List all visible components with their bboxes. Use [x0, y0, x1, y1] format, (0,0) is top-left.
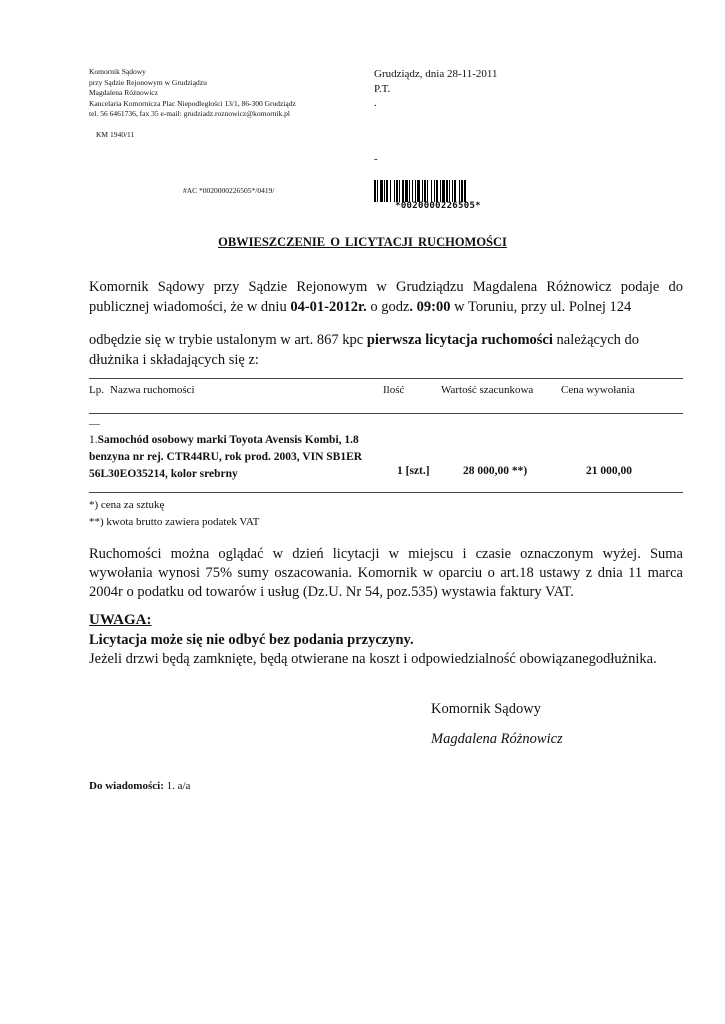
row-number: 1. — [89, 434, 98, 446]
barcode-bar — [464, 180, 466, 202]
barcode-bar — [454, 180, 456, 202]
barcode-bar — [427, 180, 428, 202]
case-reference: KM 1940/11 — [96, 130, 135, 139]
barcode-bar — [399, 180, 400, 202]
intro-paragraph — [89, 277, 683, 317]
barcode-bar — [384, 180, 385, 202]
barcode-bar — [390, 180, 391, 202]
table-rule-top — [89, 378, 683, 379]
item-quantity: 1 [szt.] — [397, 465, 430, 477]
header-qty: Ilość — [383, 384, 405, 396]
barcode-bar — [396, 180, 398, 202]
barcode-bar — [431, 180, 432, 202]
table-row — [89, 432, 389, 483]
barcode-bar — [417, 180, 420, 202]
barcode-bar — [446, 180, 448, 202]
warning-heading: UWAGA: — [89, 612, 152, 628]
barcode-bar — [412, 180, 413, 202]
document-title: OBWIESZCZENIE O LICYTACJI RUCHOMOŚCI — [218, 235, 507, 249]
barcode-bar — [374, 180, 376, 202]
addressee: P.T. — [374, 82, 391, 95]
sender-block — [89, 67, 296, 120]
barcode-bar — [442, 180, 445, 202]
header-name: Nazwa ruchomości — [110, 384, 195, 396]
barcode-bar — [394, 180, 395, 202]
barcode-bar — [452, 180, 453, 202]
barcode-bar — [424, 180, 426, 202]
barcode-bar — [377, 180, 378, 202]
place-date: Grudziądz, dnia 28-11-2011 — [374, 68, 498, 80]
warning-text: Jeżeli drzwi będą zamknięte, będą otwierane na koszt i odpowiedzialność obowiązanegodłużnika. — [89, 651, 657, 667]
intro-text: odbędzie się w trybie ustalonym w art. 867 kpc — [89, 332, 367, 348]
header-lp: Lp. — [89, 384, 104, 396]
header-value: Wartość szacunkowa — [441, 384, 534, 396]
ac-code: #AC *0020000226505*/0419/ — [183, 186, 275, 195]
distribution — [89, 780, 190, 792]
header-price: Cena wywołania — [561, 384, 635, 396]
sender-line: Magdalena Różnowicz — [89, 88, 158, 97]
item-price: 21 000,00 — [586, 465, 632, 477]
barcode-bar — [386, 180, 388, 202]
intro-text: o godz — [366, 299, 410, 315]
viewing-paragraph: Ruchomości można oglądać w dzień licytacji w miejscu i czasie oznaczonym wyżej. Suma wywołania wynosi 75% sumy oszacowania. Komornik w oparciu o art.18 ustawy z dnia 11 marca 2004r o podatku od towarów i usług (Dz.U. Nr 54, poz.535) wystawia faktury VAT. — [89, 546, 683, 600]
barcode-bar — [405, 180, 408, 202]
intro-paragraph-2 — [89, 330, 683, 370]
barcode-bars — [373, 180, 503, 202]
auction-date: 04-01-2012r. — [290, 299, 367, 315]
header-right — [374, 67, 498, 111]
barcode-bar — [459, 180, 460, 202]
barcode-bar — [449, 180, 450, 202]
intro-text: Komornik Sądowy przy Sądzie Rejonowym w Grudziądzu Magdalena Różnowicz podaje do publicznej wiadomości, że w dniu — [89, 279, 683, 315]
dash-mark: - — [374, 153, 378, 165]
item-name: 56L30EO35214, kolor srebrny — [89, 468, 238, 480]
stray-mark: __ — [89, 414, 100, 426]
sender-line: tel. 56 6461736, fax 35 e-mail: grudziadz.roznowicz@komornik.pl — [89, 109, 291, 118]
warning-bold: Licytacja może się nie odbyć bez podania przyczyny. — [89, 632, 414, 648]
barcode-bar — [434, 180, 435, 202]
signature-name: Magdalena Różnowicz — [431, 731, 563, 747]
sender-line: przy Sądzie Rejonowym w Grudziądzu — [89, 77, 207, 87]
barcode-bar — [440, 180, 441, 202]
intro-text: w Toruniu, przy ul. Polnej 124 — [450, 299, 632, 315]
footnote-vat: **) kwota brutto zawiera podatek VAT — [89, 516, 260, 528]
intro-text: należących do dłużnika i składających się z: — [89, 332, 640, 368]
table-rule-bottom — [89, 492, 683, 493]
barcode-text: *0020000226505* — [373, 202, 503, 211]
barcode — [373, 180, 503, 211]
footnote-price: *) cena za sztukę — [89, 499, 165, 511]
barcode-bar — [415, 180, 416, 202]
barcode-bar — [409, 180, 410, 202]
distribution-value: 1. a/a — [163, 780, 191, 792]
table-rule-header — [89, 413, 683, 414]
item-value: 28 000,00 **) — [463, 465, 528, 477]
item-name: benzyna nr rej. CTR44RU, rok prod. 2003, VIN SB1ER — [89, 451, 363, 463]
barcode-bar — [461, 180, 463, 202]
barcode-bar — [436, 180, 438, 202]
auction-type: pierwsza licytacja ruchomości — [366, 332, 553, 348]
barcode-bar — [402, 180, 404, 202]
sender-line: Komornik Sądowy — [89, 67, 146, 76]
signature-title: Komornik Sądowy — [431, 701, 541, 717]
sender-line: Kancelaria Komornicza Plac Niepodległości 13/1, 86-300 Grudziądz — [89, 98, 296, 108]
barcode-bar — [380, 180, 383, 202]
addressee-dot: . — [374, 97, 377, 109]
auction-time: . 09:00 — [409, 299, 451, 315]
distribution-label: Do wiadomości: — [89, 780, 164, 792]
barcode-bar — [422, 180, 423, 202]
item-name: Samochód osobowy marki Toyota Avensis Kombi, 1.8 — [97, 434, 359, 446]
